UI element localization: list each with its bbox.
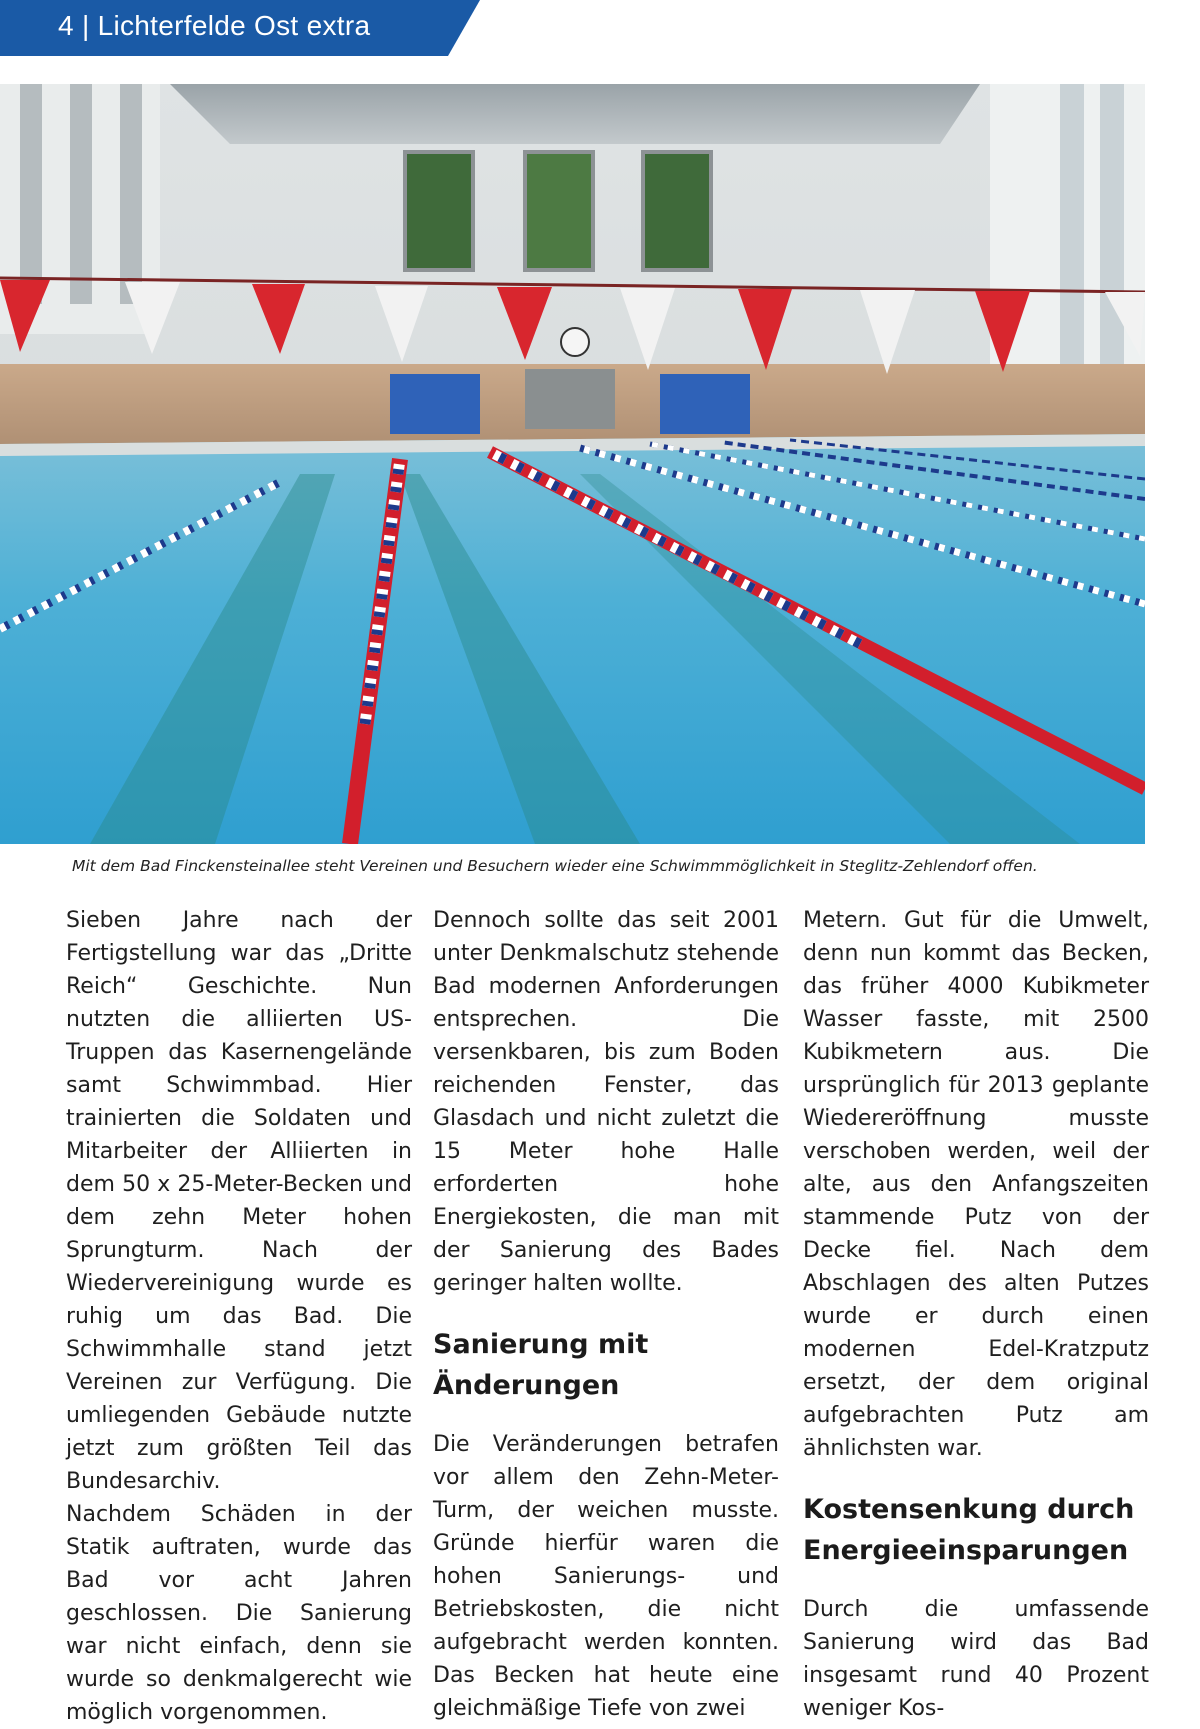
paragraph: Nachdem Schäden in der Statik auftraten, wurde das Bad vor acht Jahren geschlossen. Die Sanierung war nicht einfach, denn sie wurde so denkmalgerecht wie möglich vorgenommen.	[66, 1502, 412, 1725]
page-title: 4 | Lichterfelde Ost extra	[58, 10, 371, 41]
article-column-3	[803, 904, 1149, 1725]
paragraph: Durch die umfassende Sanierung wird das Bad insgesamt rund 40 Prozent weniger Kos-	[803, 1597, 1149, 1721]
photo-caption: Mit dem Bad Finckensteinallee steht Vereinen und Besuchern wieder eine Schwimmmöglichkeit in Steglitz-Zehlendorf offen.	[72, 857, 1038, 875]
subheading: Kostensenkung durch Energieeinsparungen	[803, 1494, 1135, 1566]
paragraph: Dennoch sollte das seit 2001 unter Denkmalschutz stehende Bad modernen Anforderungen entsprechen. Die versenkbaren, bis zum Boden reichenden Fenster, das Glasdach und nicht zuletzt die 15 Meter hohe Halle erforderten hohe Energiekosten, die man mit der Sanierung des Bades geringer halten wollte.	[433, 908, 779, 1296]
page-header	[0, 0, 480, 56]
subheading: Sanierung mit Änderungen	[433, 1329, 649, 1401]
article-column-1	[66, 904, 412, 1729]
swimming-pool-illustration	[0, 84, 1145, 844]
article-column-2	[433, 904, 779, 1725]
pool-photo	[0, 84, 1145, 844]
paragraph: Sieben Jahre nach der Fertigstellung war das „Dritte Reich“ Geschichte. Nun nutzten die alliierten US-Truppen das Kasernengelände samt Schwimmbad. Hier trainierten die Soldaten und Mitarbeiter der Alliierten in dem 50 x 25-Meter-Becken und dem zehn Meter hohen Sprungturm. Nach der Wiedervereinigung wurde es ruhig um das Bad. Die Schwimmhalle stand jetzt Vereinen zur Verfügung. Die umliegenden Gebäude nutzte jetzt zum größten Teil das Bundesarchiv.	[66, 908, 412, 1494]
paragraph: Metern. Gut für die Umwelt, denn nun kommt das Becken, das früher 4000 Kubikmeter Wasser fasste, mit 2500 Kubikmetern aus. Die ursprünglich für 2013 geplante Wiedereröffnung musste verschoben werden, weil der alte, aus den Anfangszeiten stammende Putz von der Decke fiel. Nach dem Abschlagen des alten Putzes wurde er durch einen modernen Edel-Kratzputz ersetzt, der dem original aufgebrachten Putz am ähnlichsten war.	[803, 908, 1149, 1461]
paragraph: Die Veränderungen betrafen vor allem den Zehn-Meter-Turm, der weichen musste. Gründe hierfür waren die hohen Sanierungs- und Betriebskosten, die nicht aufgebracht werden konnten. Das Becken hat heute eine gleichmäßige Tiefe von zwei	[433, 1432, 779, 1721]
